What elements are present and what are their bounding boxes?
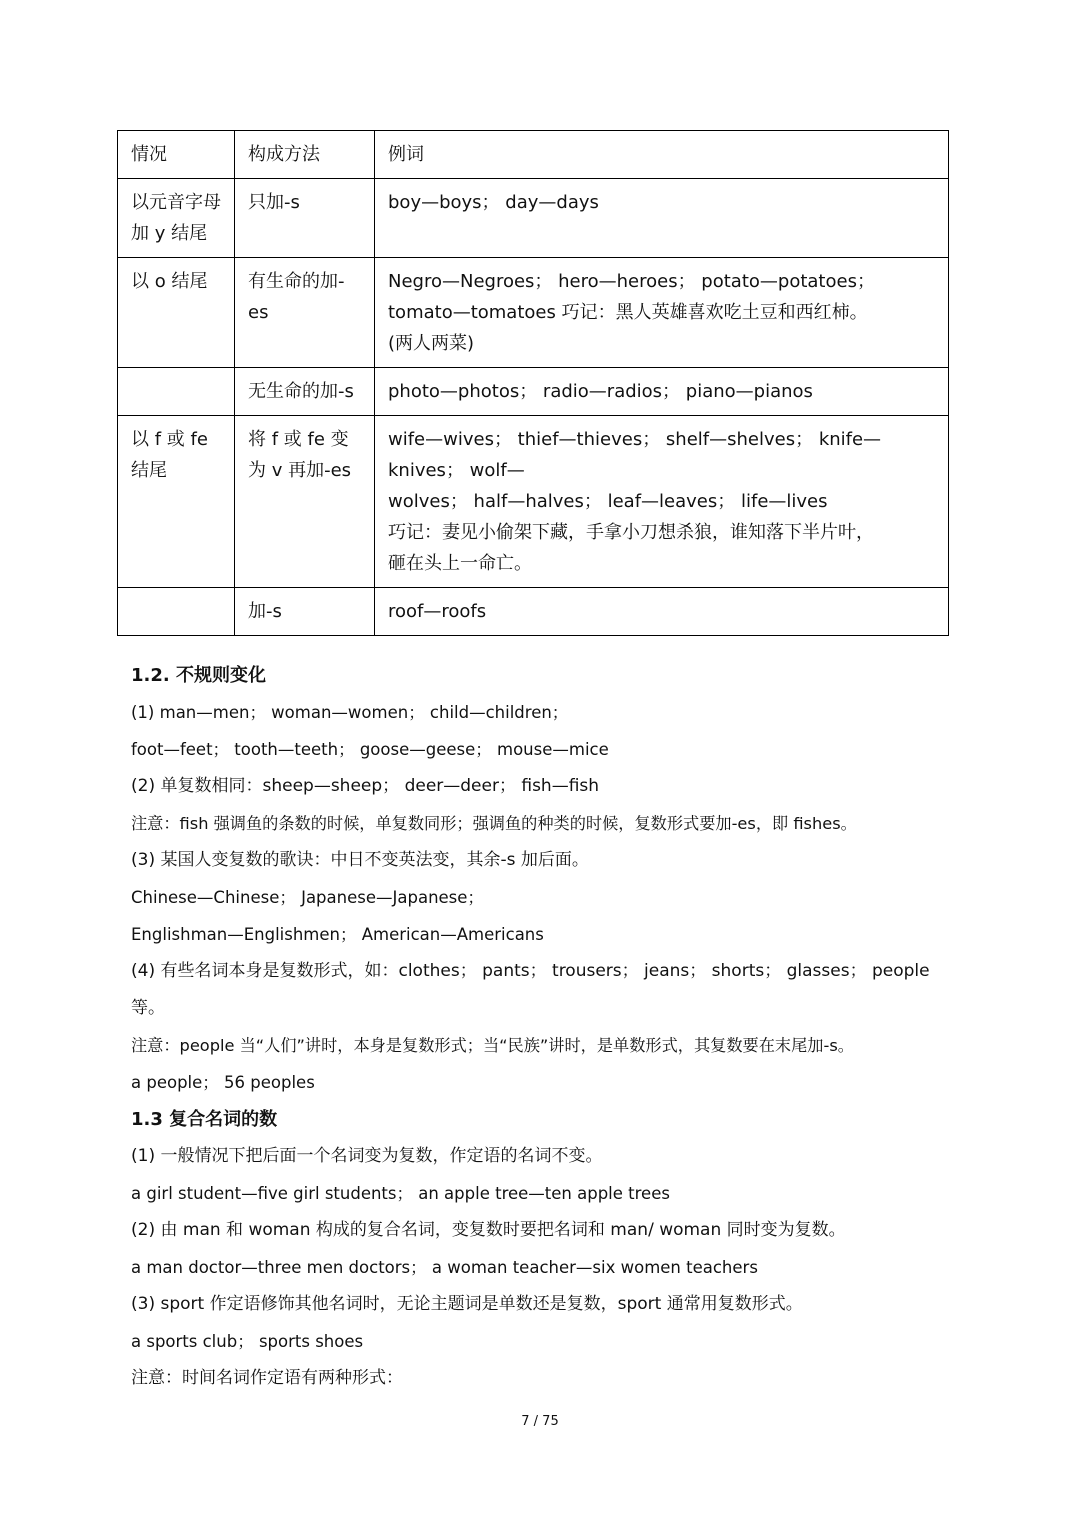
table-row <box>118 258 949 368</box>
text-line: (2) 单复数相同：sheep—sheep； deer—deer； fish—fish <box>131 776 600 796</box>
text-line: a people； 56 peoples <box>131 1073 315 1092</box>
page-number: 7 / 75 <box>521 1414 559 1429</box>
header-situation: 情况 <box>118 131 235 179</box>
cell-situation: 以 f 或 fe 结尾 <box>118 416 235 588</box>
text-line: a sports club； sports shoes <box>131 1332 364 1351</box>
cell-method: 无生命的加-s <box>235 368 375 416</box>
section-heading-1-2: 1.2. 不规则变化 <box>131 665 266 686</box>
table-row <box>118 588 949 636</box>
example-line: photo—photos； radio—radios； piano—pianos <box>388 381 813 402</box>
table-row <box>118 368 949 416</box>
table-row <box>118 179 949 258</box>
cell-situation <box>118 368 235 416</box>
section-heading-1-3: 1.3 复合名词的数 <box>131 1109 278 1130</box>
table-header-row <box>118 131 949 179</box>
cell-method: 只加-s <box>235 179 375 258</box>
text-line: (4) 有些名词本身是复数形式，如：clothes； pants； trousers； jeans； shorts； glasses； people 等。 <box>131 961 930 1018</box>
cell-method: 加-s <box>235 588 375 636</box>
text-line: (3) sport 作定语修饰其他名词时，无论主题词是单数还是复数，sport 通常用复数形式。 <box>131 1294 803 1314</box>
example-line: 砸在头上一命亡。 <box>388 553 532 574</box>
example-line: Negro—Negroes； hero—heroes； potato—potatoes； <box>388 271 875 292</box>
text-line: 注意：people 当“人们”讲时，本身是复数形式；当“民族”讲时，是单数形式，其复数要在末尾加-s。 <box>131 1036 854 1055</box>
header-method: 构成方法 <box>235 131 375 179</box>
cell-examples <box>375 416 949 588</box>
header-examples: 例词 <box>375 131 949 179</box>
example-line: wolves； half—halves； leaf—leaves； life—lives <box>388 491 828 512</box>
example-line: wife—wives； thief—thieves； shelf—shelves； knife— <box>388 429 882 450</box>
text-line: foot—feet； tooth—teeth； goose—geese； mouse—mice <box>131 740 609 759</box>
example-line: tomato—tomatoes 巧记：黑人英雄喜欢吃土豆和西红柿。 <box>388 302 868 323</box>
text-line: (1) 一般情况下把后面一个名词变为复数，作定语的名词不变。 <box>131 1146 603 1166</box>
cell-examples <box>375 258 949 368</box>
example-line: 巧记：妻见小偷架下藏，手拿小刀想杀狼，谁知落下半片叶， <box>388 522 874 543</box>
table-row <box>118 416 949 588</box>
text-line: (3) 某国人变复数的歌诀：中日不变英法变，其余-s 加后面。 <box>131 850 589 870</box>
cell-examples <box>375 588 949 636</box>
cell-situation: 以 o 结尾 <box>118 258 235 368</box>
text-line: 注意：时间名词作定语有两种形式： <box>131 1368 403 1388</box>
text-line: a man doctor—three men doctors； a woman teacher—six women teachers <box>131 1258 758 1277</box>
plural-rules-table <box>117 130 949 636</box>
text-line: (2) 由 man 和 woman 构成的复合名词，变复数时要把名词和 man/ woman 同时变为复数。 <box>131 1220 846 1240</box>
text-line: Chinese—Chinese； Japanese—Japanese； <box>131 888 484 907</box>
example-line: roof—roofs <box>388 601 487 622</box>
cell-method: 有生命的加-es <box>235 258 375 368</box>
text-line: a girl student—five girl students； an apple tree—ten apple trees <box>131 1184 670 1203</box>
example-line: (两人两菜) <box>388 333 475 354</box>
example-line: knives； wolf— <box>388 460 525 481</box>
cell-method: 将 f 或 fe 变为 v 再加-es <box>235 416 375 588</box>
cell-examples <box>375 368 949 416</box>
text-line: Englishman—Englishmen； American—Americans <box>131 925 544 944</box>
example-line: boy—boys； day—days <box>388 192 599 213</box>
cell-situation <box>118 588 235 636</box>
cell-situation: 以元音字母加 y 结尾 <box>118 179 235 258</box>
text-line: (1) man—men； woman—women； child—children； <box>131 703 569 722</box>
text-line: 注意：fish 强调鱼的条数的时候，单复数同形；强调鱼的种类的时候，复数形式要加-es，即 fishes。 <box>131 814 857 833</box>
cell-examples <box>375 179 949 258</box>
body-text <box>131 657 961 1397</box>
